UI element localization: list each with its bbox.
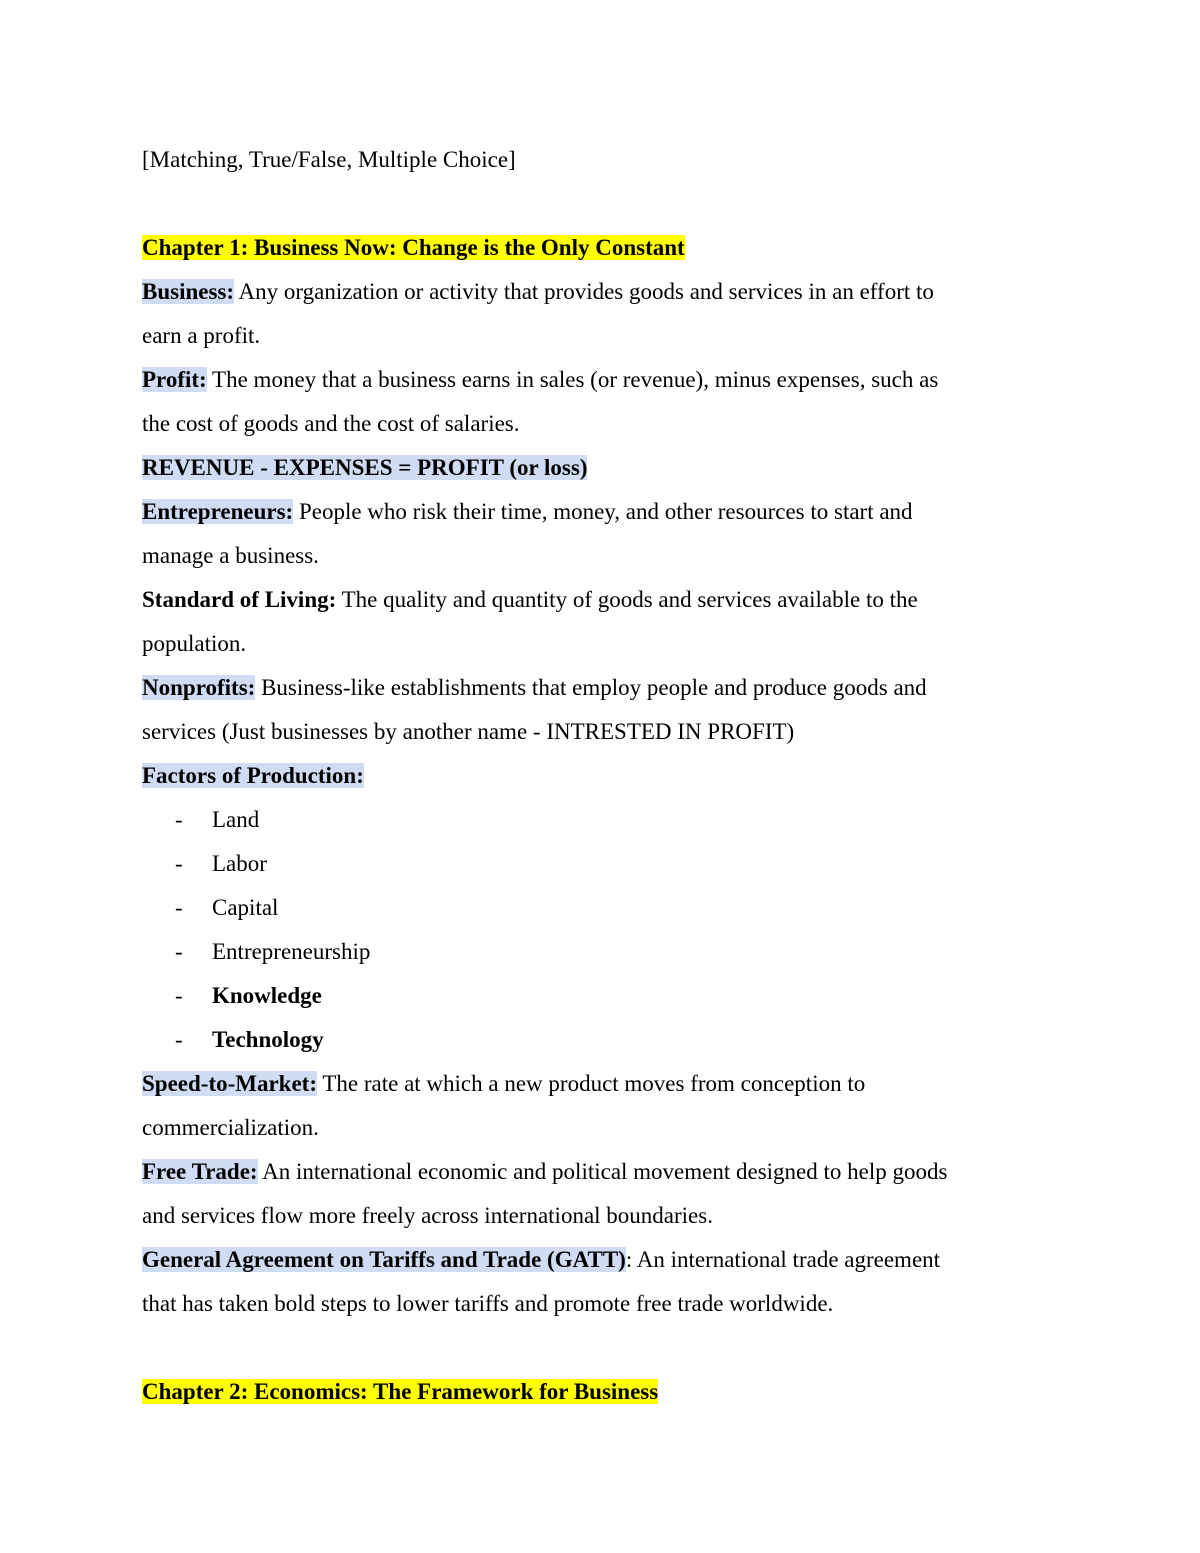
term-profit: Profit: [142,367,207,392]
definition-continuation: services (Just businesses by another name - INTRESTED IN PROFIT) [142,719,795,744]
definition-text: Business-like establishments that employ people and produce goods and [255,675,927,700]
chapter-1-heading-line [142,226,1052,270]
list-dash: - [175,851,183,876]
definition-entrepreneurs [142,490,1052,534]
chapter-2-heading-line [142,1370,1052,1414]
list-item [142,1018,1052,1062]
list-item-text: Knowledge [212,983,322,1008]
profit-formula-line [142,446,1052,490]
list-item-text: Technology [212,1027,324,1052]
definition-continuation: that has taken bold steps to lower tariffs and promote free trade worldwide. [142,1291,834,1316]
document-page [142,138,1052,1414]
definition-text: The money that a business earns in sales (or revenue), minus expenses, such as [206,367,939,392]
list-item [142,798,1052,842]
term-factors-of-production: Factors of Production: [142,763,364,788]
definition-text: Any organization or activity that provides goods and services in an effort to [234,279,934,304]
chapter-2-heading: Chapter 2: Economics: The Framework for Business [142,1379,659,1404]
list-dash: - [175,895,183,920]
definition-text: People who risk their time, money, and other resources to start and [293,499,913,524]
list-item [142,930,1052,974]
term-standard-of-living: Standard of Living: [142,587,337,612]
list-dash: - [175,939,183,964]
term-entrepreneurs: Entrepreneurs: [142,499,294,524]
chapter-1-heading: Chapter 1: Business Now: Change is the Only Constant [142,235,685,260]
definition-text: The rate at which a new product moves from conception to [317,1071,866,1096]
definition-gatt [142,1238,1052,1282]
list-item-text: Entrepreneurship [212,939,371,964]
definition-continuation: the cost of goods and the cost of salaries. [142,411,520,436]
list-item [142,886,1052,930]
term-free-trade: Free Trade: [142,1159,258,1184]
list-item [142,842,1052,886]
blank-line [142,182,1052,226]
profit-formula: REVENUE - EXPENSES = PROFIT (or loss) [142,455,588,480]
definition-free-trade [142,1150,1052,1194]
definition-standard-of-living [142,578,1052,622]
definition-continuation: population. [142,631,247,656]
list-dash: - [175,807,183,832]
definition-profit [142,358,1052,402]
term-nonprofits: Nonprofits: [142,675,256,700]
definition-text: An international economic and political movement designed to help goods [257,1159,948,1184]
list-item-text: Capital [212,895,279,920]
list-item [142,974,1052,1018]
list-item-text: Labor [212,851,267,876]
definition-speed-to-market [142,1062,1052,1106]
definition-text: The quality and quantity of goods and services available to the [336,587,918,612]
term-speed-to-market: Speed-to-Market: [142,1071,318,1096]
definition-continuation: earn a profit. [142,323,261,348]
list-item-text: Land [212,807,260,832]
definition-nonprofits [142,666,1052,710]
term-business: Business: [142,279,235,304]
definition-text: : An international trade agreement [625,1247,941,1272]
term-gatt: General Agreement on Tariffs and Trade (GATT) [142,1247,626,1272]
definition-continuation: commercialization. [142,1115,319,1140]
blank-line [142,1326,1052,1370]
definition-continuation: and services flow more freely across international boundaries. [142,1203,713,1228]
definition-continuation: manage a business. [142,543,319,568]
list-dash: - [175,983,183,1008]
definition-business [142,270,1052,314]
question-types-line: [Matching, True/False, Multiple Choice] [142,147,516,172]
list-dash: - [175,1027,183,1052]
factors-of-production-line [142,754,1052,798]
